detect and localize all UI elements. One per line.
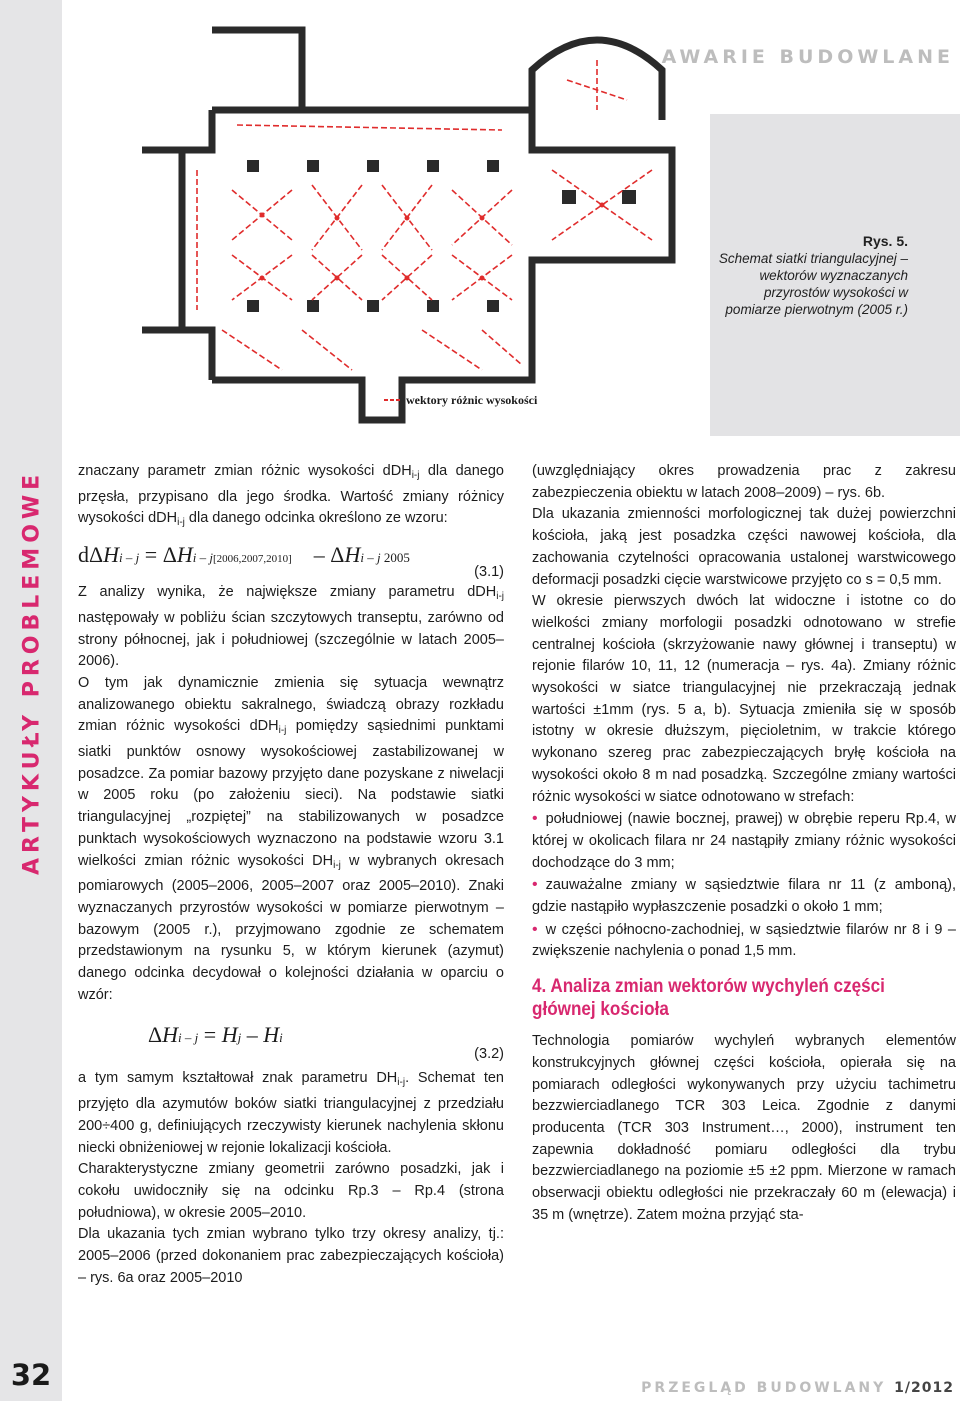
legend xyxy=(384,393,538,407)
equation-number: (3.1) xyxy=(474,564,504,581)
journal-name: PRZEGLĄD BUDOWLANY xyxy=(641,1380,887,1396)
right-column xyxy=(532,461,956,1227)
section-vertical-title: ARTYKUŁY PROBLEMOWE xyxy=(19,469,45,875)
equation-3-2: ΔHi – j = Hj – Hi (3.2) xyxy=(78,1006,504,1068)
page-number: 32 xyxy=(10,1358,52,1392)
paragraph-3: O tym jak dynamicznie zmienia się sytuacja wewnątrz analizowanego obiektu sakralnego, świadczą obrazy rozkładu zmian różnic wysokości dDH$_{i-j}$ pomiędzy sąsiednimi punktami siatki punktów osnowy wysokościowej zastabilizowanej w posadzce. Za pomiar bazowy przyjęto dane pozyskane z niwelacji w 2005 roku (po założeniu sieci). Na podstawie siatki triangulacyjnej „rozpiętej” na stabilizowanych w posadzce punktach wysokościowych wyznaczono na podstawie wzoru 3.1 wielkości zmian różnic wysokości $DH_{i-j}$ w wybranych okresach pomiarowych (2005–2006, 2005–2007 oraz 2005–2010). Znaki wyznaczanych przyrostów wysokości w pomiarze pierwotnym – bazowym (2005 r.), przyjmowano zgodnie ze schematem przedstawionym na rysunku 5, w którym kierunek (azymut) danego odcinka decydował o kolejności działania w oparciu o wzór: xyxy=(78,674,505,1003)
paragraph-2: Dla ukazania zmienności morfologicznej tak dużej powierzchni kościoła, jaką jest posadzka części nawowej kościoła, dla zachowania czytelności opracowania ustalonej warstwicowego deformacji posadzki cięcie warstwicowe przyjęto co s = 0,5 mm. xyxy=(532,506,956,588)
paragraph-2: Z analizy wynika, że największe zmiany parametru dDH$_{i-j}$ następowały w pobliżu ścian szczytowych transeptu, zarówno od strony północnej, jak i południowej (szczególnie w latach 2005–2006). xyxy=(78,584,504,670)
figure-caption-text: Schemat siatki triangulacyjnej – wektorów wyznaczanych przyrostów wysokości w pomiarze pierwotnym (2005 r.) xyxy=(718,251,908,317)
tower-north xyxy=(212,30,302,110)
sidebar xyxy=(0,0,62,1401)
church-floor-plan xyxy=(142,30,672,420)
paragraph-4: Technologia pomiarów wychyleń wybranych elementów konstrukcyjnych głównej części kościoła, opierała się na pomiarach odległości wykonywanych przy użyciu tachimetru bezzwierciadlanego TCR 303 Leica. Zgodnie z danymi producenta (TCR 303 Instrument…, 2000), instrument ten zapewnia dokładność pomiaru odległości dla trybu bezzwierciadlanego na poziomie ±5 ±2 ppm. Mierzone w ramach obserwacji obiektu odległości nie przekraczały 60 m (elewacja) i 35 m (wnętrze). Zatem można przyjąć sta- xyxy=(532,1033,956,1223)
left-column xyxy=(78,461,504,1290)
equation-number: (3.2) xyxy=(474,1046,504,1063)
paragraph-4: a tym samym kształtował znak parametru $DH_{i-j}$. Schemat ten przyjęto dla azymutów boków siatki triangulacyjnej z przedziału 200÷400 g, definiujących rzeczywisty kierunek nachylenia skłonu niecki obniżeniowej w rejonie lokalizacji kościoła. xyxy=(78,1070,504,1156)
pillars xyxy=(247,160,636,312)
west-porch xyxy=(142,150,182,330)
equation-3-1: dΔHi – j = ΔHi – j[2006,2007,2010] – ΔHi – j 2005 (3.1) xyxy=(78,534,504,582)
legend-label: wektory różnic wysokości xyxy=(406,393,538,407)
list-item: • południowej (nawie bocznej, prawej) w obrębie reperu Rp.4, w której w okolicach filara nr 24 nastąpiły zmiany różnic wysokości dochodzące do 3 mm; xyxy=(532,810,956,871)
paragraph-3: W okresie pierwszych dwóch lat widoczne i istotne co do wielkości zmiany morfologii posadzki odnotowano w strefie centralnej kościoła (skrzyżowanie nawy głównej i transeptu) w rejonie filarów 10, 11, 12 (numeracja – rys. 4a). Zmiany różnic wysokości w siatce triangulacyjnej nie przekraczają jednak wartości ±1mm (rys. 5 a, b). Sytuacja zmieniła się w sposób istotny w okresie dłuższym, pięcioletnim, w trakcie którego wykonano szereg prac zabezpieczających bryłę kościoła na wysokości około 8 m nad posadzką. Szczególne zmiany wartości różnic wysokości w siatce odnotowano w strefach: xyxy=(532,593,956,805)
paragraph-1: znaczany parametr zmian różnic wysokości dDH$_{i-j}$ dla danego przęsła, przypisano dla jego środka. Wartość zmiany różnicy wysokości dDH$_{i-j}$ dla danego odcinka określono ze wzoru: xyxy=(78,463,504,529)
running-header: AWARIE BUDOWLANE xyxy=(661,46,954,68)
list-item: • w części północno-zachodniej, w sąsiedztwie filarów nr 8 i 9 – zwiększenie nachylenia o ponad 1,5 mm. xyxy=(532,920,956,960)
paragraph-1: (uwzględniający okres prowadzenia prac z zakresu zabezpieczenia obiektu w latach 2008–2009) – rys. 6b. xyxy=(532,463,956,501)
issue-number: 1/2012 xyxy=(894,1380,954,1396)
church-plan-figure xyxy=(62,0,712,442)
survey-points xyxy=(260,203,605,281)
running-footer xyxy=(641,1380,954,1396)
bullet-list xyxy=(532,808,956,963)
figure-caption xyxy=(712,233,908,318)
section-heading: 4. Analiza zmian wektorów wychyleń części głównej kościoła xyxy=(532,976,885,1021)
paragraph-5: Charakterystyczne zmiany geometrii zarówno posadzki, jak i cokołu uwidoczniły się na odcinku Rp.3 – Rp.4 (strona południowa), w okresie 2005–2010. xyxy=(78,1161,504,1221)
paragraph-6: Dla ukazania tych zmian wybrano tylko trzy okresy analizy, tj.: 2005–2006 (przed dokonaniem prac zabezpieczających kościoła) – rys. 6a oraz 2005–2010 xyxy=(78,1226,504,1286)
list-item: • zauważalne zmiany w sąsiedztwie filara nr 11 (z amboną), gdzie nastąpiło wypłaszczenie posadzki o około 1 mm; xyxy=(532,876,956,916)
figure-label: Rys. 5. xyxy=(862,233,908,249)
